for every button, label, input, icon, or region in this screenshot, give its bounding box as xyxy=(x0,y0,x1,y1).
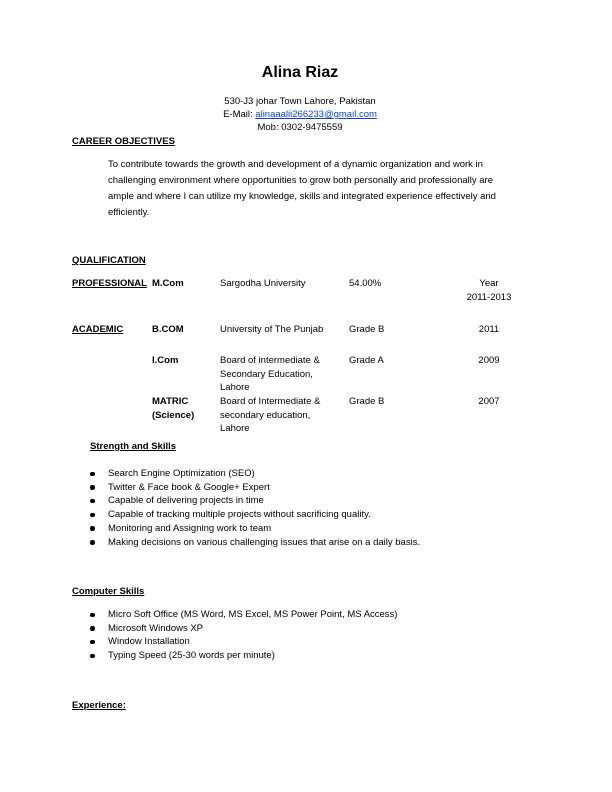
email-line xyxy=(0,108,600,121)
list-item: Typing Speed (25-30 words per minute) xyxy=(90,649,570,663)
list-item: Monitoring and Assigning work to team xyxy=(90,522,570,536)
year-header: Year xyxy=(479,278,499,289)
list-item: Capable of delivering projects in time xyxy=(90,494,570,508)
email-label: E-Mail: xyxy=(223,109,256,120)
experience-heading: Experience: xyxy=(72,700,126,711)
academic-label: ACADEMIC xyxy=(72,324,124,335)
academic-year: 2011 xyxy=(478,324,500,335)
list-item: Search Engine Optimization (SEO) xyxy=(90,467,570,481)
computer-skills-list xyxy=(90,608,570,663)
academic-year: 2009 xyxy=(478,355,500,366)
list-item: Microsoft Windows XP xyxy=(90,622,570,636)
academic-grade: Grade A xyxy=(349,355,384,366)
list-item: Capable of tracking multiple projects without sacrificing quality. xyxy=(90,508,570,522)
institute-line: Lahore xyxy=(220,382,250,393)
academic-institute: University of The Punjab xyxy=(220,324,324,335)
academic-degree: B.COM xyxy=(152,324,184,335)
institute-line: Board of Intermediate & xyxy=(220,396,321,407)
professional-degree: M.Com xyxy=(152,278,184,289)
academic-year: 2007 xyxy=(478,396,500,407)
strengths-list xyxy=(90,467,570,549)
list-item: Micro Soft Office (MS Word, MS Excel, MS Power Point, MS Access) xyxy=(90,608,570,622)
academic-grade: Grade B xyxy=(349,324,385,335)
academic-institute xyxy=(220,354,320,395)
institute-line: Secondary Education, xyxy=(220,368,313,380)
career-line: challenging environment where opportunities to grow both personally and professionally are xyxy=(108,175,493,186)
academic-grade: Grade B xyxy=(349,396,385,407)
candidate-name: Alina Riaz xyxy=(261,64,339,81)
academic-degree xyxy=(152,395,194,422)
strengths-heading: Strength and Skills xyxy=(90,441,177,452)
professional-grade: 54.00% xyxy=(349,278,382,289)
career-objectives-text xyxy=(108,157,548,221)
career-line: To contribute towards the growth and development of a dynamic organization and work in xyxy=(108,159,483,170)
institute-line: secondary education, xyxy=(220,409,311,421)
professional-year: 2011-2013 xyxy=(466,292,512,303)
professional-label: PROFESSIONAL xyxy=(72,278,147,289)
address: 530-J3 johar Town Lahore, Pakistan xyxy=(224,96,376,107)
career-line: efficiently. xyxy=(108,207,150,218)
academic-institute xyxy=(220,395,320,436)
degree-line: MATRIC xyxy=(152,396,189,407)
institute-line: Board of intermediate & xyxy=(220,355,320,366)
career-objectives-heading: CAREER OBJECTIVES xyxy=(72,136,175,147)
qualification-heading: QUALIFICATION xyxy=(72,255,146,266)
career-line: ample and where I can utilize my knowledge, skills and integrated experience effectively and xyxy=(108,191,496,202)
list-item: Twitter & Face book & Google+ Expert xyxy=(90,481,570,495)
list-item: Making decisions on various challenging issues that arise on a daily basis. xyxy=(90,536,570,550)
institute-line: Lahore xyxy=(220,423,250,434)
academic-degree: I.Com xyxy=(152,355,179,366)
list-item: Window Installation xyxy=(90,635,570,649)
mobile: Mob: 0302-9475559 xyxy=(257,122,343,133)
computer-skills-heading: Computer Skills xyxy=(72,586,145,597)
degree-line: (Science) xyxy=(152,409,195,421)
email-link[interactable]: alinaaalii266233@gmail.com xyxy=(255,109,377,120)
professional-institute: Sargodha University xyxy=(220,278,306,289)
